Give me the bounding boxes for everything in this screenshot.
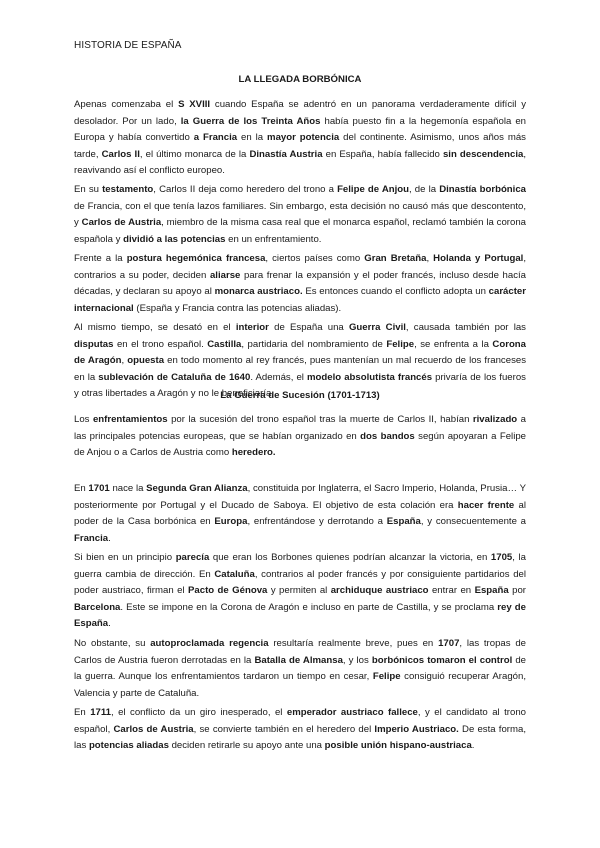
text-run: , las tropas de Carlos de Austria fueron derrotadas en la bbox=[74, 638, 527, 666]
bold-text-run: hacer frente bbox=[457, 499, 515, 511]
text-run: deciden retirarle su apoyo ante una bbox=[168, 740, 325, 752]
bold-text-run: España bbox=[386, 516, 421, 528]
bold-text-run: mayor potencia bbox=[267, 132, 340, 144]
text-run: En bbox=[74, 707, 91, 718]
bold-text-run: testamento bbox=[102, 184, 154, 195]
text-run: por la sucesión del trono español tras la muerte de Carlos II, habían bbox=[167, 414, 473, 425]
bold-text-run: Carlos II bbox=[101, 148, 140, 160]
text-run: , miembro de la misma casa real que el monarca español, reclamó también la corona española y bbox=[74, 217, 526, 245]
bold-text-run: carácter internacional bbox=[74, 286, 526, 314]
text-run: del continente. Asimismo, unos años más tarde, bbox=[74, 132, 526, 160]
text-run: . bbox=[108, 618, 111, 630]
text-run: nace la bbox=[109, 483, 147, 494]
bold-text-run: Carlos de Austria bbox=[81, 217, 162, 229]
text-run: al poder de la Casa borbónica en bbox=[74, 499, 526, 528]
text-run: en todo momento al rey francés, pues mantenían un mal recuerdo de los franceses en la bbox=[74, 355, 526, 383]
text-run: , causada también por las bbox=[405, 322, 526, 333]
text-run: En bbox=[74, 483, 89, 494]
text-run: , y el candidato al trono español, bbox=[74, 707, 526, 735]
text-run: Es entonces cuando el conflicto adopta un bbox=[302, 286, 489, 298]
bold-text-run: Corona de Aragón bbox=[74, 338, 526, 367]
text-run: en un enfrentamiento. bbox=[225, 233, 322, 245]
paragraph-7 bbox=[74, 550, 526, 633]
text-run: . bbox=[108, 532, 111, 544]
bold-text-run: archiduque austriaco bbox=[330, 585, 429, 597]
paragraph-9 bbox=[74, 705, 526, 755]
bold-text-run: posible unión hispano-austriaca bbox=[324, 740, 472, 752]
text-run: , contrarios a su poder, deciden bbox=[74, 253, 527, 281]
text-run: , ciertos países como bbox=[265, 253, 365, 264]
bold-text-run: 1707 bbox=[438, 638, 460, 649]
text-run: No obstante, su bbox=[74, 638, 151, 649]
text-run: . Este se impone en la Corona de Aragón e incluso en parte de Castilla, y se proclama bbox=[120, 601, 498, 613]
text-run: Frente a la bbox=[74, 253, 127, 264]
text-run: entrar en bbox=[428, 585, 475, 597]
paragraph-5 bbox=[74, 412, 526, 462]
text-run: , el último monarca de la bbox=[139, 148, 250, 160]
bold-text-run: dividió a las potencias bbox=[123, 233, 226, 245]
text-run: (España y Francia contra las potencias aliadas). bbox=[133, 302, 342, 314]
text-run: , bbox=[121, 355, 128, 367]
paragraph-6 bbox=[74, 481, 526, 547]
bold-text-run: sin descendencia bbox=[442, 148, 524, 160]
text-run: , se convierte también en el heredero del bbox=[193, 723, 375, 735]
bold-text-run: S XVIII bbox=[178, 99, 211, 110]
text-run: , bbox=[426, 253, 434, 264]
text-run: , de la bbox=[409, 184, 440, 195]
text-run: , reavivando así el conflicto europeo. bbox=[74, 148, 527, 177]
text-run: de Francia, con el que tenía lazos familiares. Sin embargo, esta decisión no causó más que descontento, y bbox=[74, 200, 526, 229]
bold-text-run: a Francia bbox=[193, 132, 238, 144]
text-run: a las principales potencias europeas, que se habían organizado en bbox=[74, 414, 526, 442]
bold-text-run: potencias aliadas bbox=[88, 740, 169, 752]
text-run: para frenar la expansión y el poder francés, incluso desde hacía décadas, y declaran su apoyo al bbox=[74, 269, 526, 298]
paragraph-2 bbox=[74, 182, 526, 248]
bold-text-run: 1705 bbox=[490, 552, 513, 563]
bold-text-run: Castilla bbox=[207, 338, 242, 350]
text-run: . Además, el bbox=[250, 371, 308, 383]
text-run: resultaría realmente breve, pues en bbox=[268, 638, 439, 649]
text-run: Al mismo tiempo, se desató en el bbox=[74, 322, 236, 333]
bold-text-run: Dinastía Austria bbox=[249, 148, 323, 160]
text-run: en la bbox=[237, 132, 268, 144]
bold-text-run: aliarse bbox=[209, 269, 241, 281]
bold-text-run: Felipe bbox=[372, 671, 401, 683]
text-run: , la guerra cambia de dirección. En bbox=[74, 552, 526, 580]
text-run: , y consecuentemente a bbox=[420, 516, 526, 528]
bold-text-run: opuesta bbox=[127, 355, 165, 367]
bold-text-run: emperador austriaco fallece bbox=[286, 707, 418, 718]
page-header: HISTORIA DE ESPAÑA bbox=[74, 40, 182, 51]
bold-text-run: Felipe bbox=[386, 338, 415, 350]
bold-text-run: Carlos de Austria bbox=[113, 723, 194, 735]
bold-text-run: Dinastía borbónica bbox=[439, 184, 526, 195]
text-run: y permiten al bbox=[267, 585, 331, 597]
bold-text-run: 1701 bbox=[88, 483, 110, 494]
bold-text-run: rivalizado bbox=[472, 414, 518, 425]
text-run: , el conflicto da un giro inesperado, el bbox=[111, 707, 287, 718]
document-title: LA LLEGADA BORBÓNICA bbox=[238, 74, 362, 85]
bold-text-run: Barcelona bbox=[74, 601, 121, 613]
bold-text-run: Felipe de Anjou bbox=[337, 184, 410, 195]
bold-text-run: sublevación de Cataluña de 1640 bbox=[98, 371, 251, 383]
text-run: , enfrentándose y derrotando a bbox=[247, 516, 387, 528]
bold-text-run: rey de España bbox=[74, 601, 526, 630]
text-run: de la guerra. Aunque los enfrentamientos tardaron un tiempo en cesar, bbox=[74, 654, 526, 683]
bold-text-run: Holanda y Portugal bbox=[433, 253, 524, 264]
text-run: cuando España se adentró en un panorama verdaderamente difícil y desolador. Por un lado, bbox=[74, 99, 526, 127]
text-run: en el trono español. bbox=[113, 338, 208, 350]
text-run: consiguió recuperar Aragón, Valencia y parte de Cataluña. bbox=[74, 671, 526, 699]
bold-text-run: Cataluña bbox=[214, 568, 255, 580]
text-run: de España una bbox=[268, 322, 349, 333]
bold-text-run: interior bbox=[235, 322, 269, 333]
paragraph-8 bbox=[74, 636, 526, 702]
bold-text-run: dos bandos bbox=[360, 430, 415, 442]
text-run: En su bbox=[74, 184, 103, 195]
text-run: , partidaria del nombramiento de bbox=[241, 338, 387, 350]
section-subtitle: La Guerra de Sucesión (1701-1713) bbox=[220, 390, 380, 401]
bold-text-run: monarca austriaco. bbox=[214, 286, 303, 298]
text-run: , y los bbox=[342, 654, 372, 666]
text-run: . bbox=[471, 740, 475, 752]
text-run: De esta forma, las bbox=[74, 723, 526, 752]
bold-text-run: disputas bbox=[74, 338, 114, 350]
bold-text-run: Imperio Austriaco. bbox=[374, 723, 459, 735]
bold-text-run: España bbox=[474, 585, 509, 597]
bold-text-run: Segunda Gran Alianza bbox=[146, 483, 248, 494]
text-run: , Carlos II deja como heredero del trono a bbox=[153, 184, 338, 195]
bold-text-run: Batalla de Almansa bbox=[254, 654, 343, 666]
text-run: privaría de los fueros y otras libertades a Aragón y no le beneficiaría. bbox=[74, 371, 526, 400]
text-run: , se enfrenta a la bbox=[414, 338, 493, 350]
bold-text-run: Guerra Civil bbox=[348, 322, 406, 333]
bold-text-run: enfrentamientos bbox=[92, 414, 168, 425]
bold-text-run: borbónicos tomaron el control bbox=[371, 654, 513, 666]
bold-text-run: Europa bbox=[214, 516, 248, 528]
bold-text-run: parecía bbox=[175, 552, 210, 563]
bold-text-run: la Guerra de los Treinta Años bbox=[180, 115, 321, 127]
paragraph-1 bbox=[74, 97, 526, 180]
text-run: Apenas comenzaba el bbox=[74, 99, 179, 110]
text-run: , constituida por Inglaterra, el Sacro Imperio, Holanda, Prusia… Y posteriormente por Portugal y el Ducado de Saboya. El objetivo de esta colación era bbox=[74, 483, 526, 511]
bold-text-run: 1711 bbox=[90, 707, 112, 718]
text-run: Los bbox=[74, 414, 93, 425]
text-run: había puesto fin a la hegemonía española en Europa y había convertido bbox=[74, 115, 526, 144]
bold-text-run: autoproclamada regencia bbox=[150, 638, 269, 649]
paragraph-3 bbox=[74, 251, 526, 317]
bold-text-run: Gran Bretaña bbox=[364, 253, 427, 264]
text-run: por bbox=[508, 585, 527, 597]
bold-text-run: Francia bbox=[74, 532, 109, 544]
text-run: Si bien en un principio bbox=[74, 552, 176, 563]
text-run: en España, había fallecido bbox=[322, 148, 443, 160]
bold-text-run: modelo absolutista francés bbox=[307, 371, 433, 383]
bold-text-run: Pacto de Génova bbox=[188, 585, 268, 597]
bold-text-run: postura hegemónica francesa bbox=[126, 253, 266, 264]
text-run: que eran los Borbones quienes podrían alcanzar la victoria, en bbox=[209, 552, 491, 563]
bold-text-run: heredero. bbox=[231, 447, 276, 459]
text-run: según apoyaran a Felipe de Anjou o a Carlos de Austria como bbox=[74, 430, 526, 459]
text-run: , contrarios al poder francés y por consiguiente partidarios del poder austriaco, firman el bbox=[74, 568, 526, 597]
